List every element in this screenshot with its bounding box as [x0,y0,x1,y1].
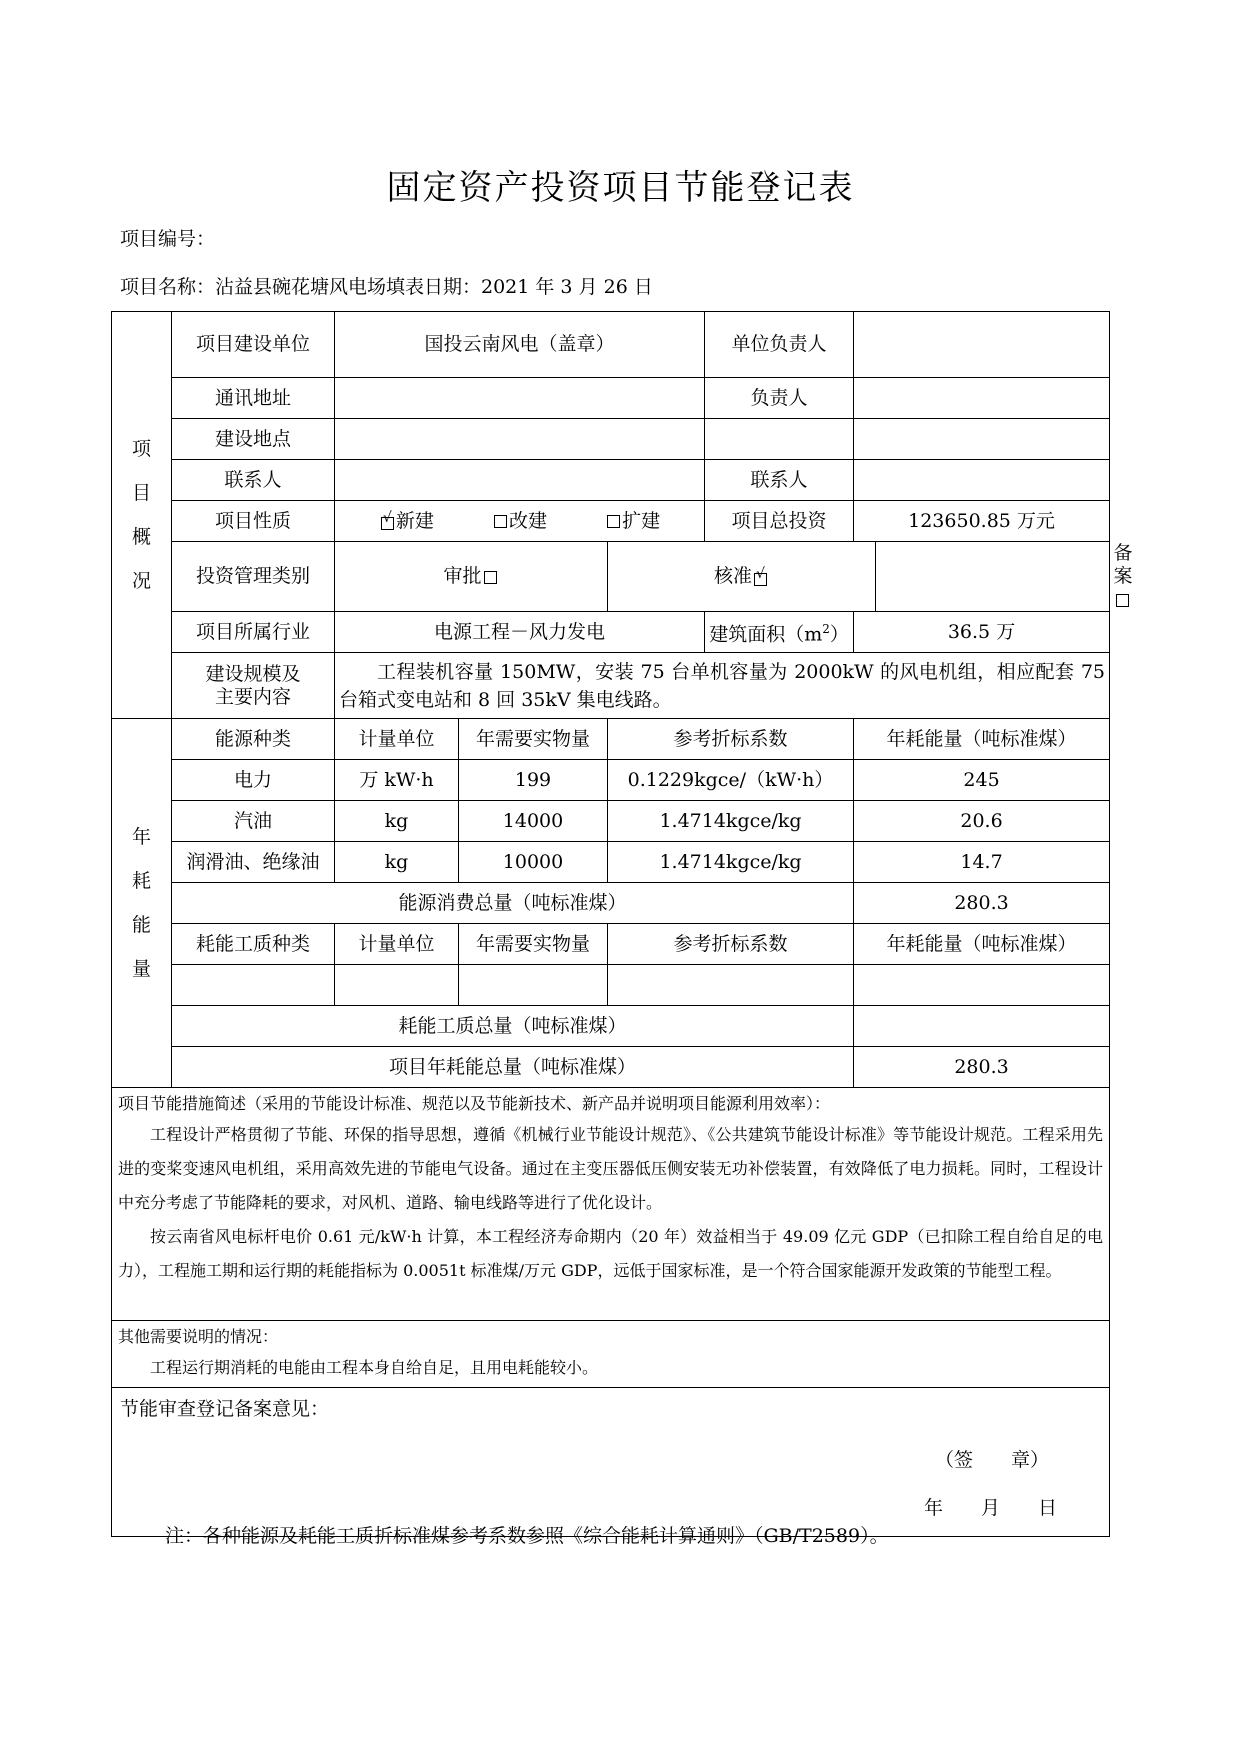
overview-section-label: 项 目 概 况 [112,312,172,719]
checked-box-icon [754,571,767,584]
energy-cell: 汽油 [172,801,335,842]
other-text: 工程运行期消耗的电能由工程本身自给自足，且用电耗能较小。 [150,1358,599,1377]
table-row [112,801,1110,842]
medium-cell [854,965,1110,1006]
medium-cell [608,965,854,1006]
site-extra [705,419,854,460]
medium-header-quantity: 年需要实物量 [459,924,608,965]
energy-cell: 199 [459,760,608,801]
other-section [112,1321,1110,1388]
nature-options [335,501,705,542]
unit-value: 国投云南风电（盖章） [335,312,705,378]
total-invest-value: 123650.85 万元 [854,501,1110,542]
industry-label: 项目所属行业 [172,612,335,653]
contact-value [335,460,705,501]
page-title: 固定资产投资项目节能登记表 [386,168,855,208]
mgmt-option-verify: 核准√ [608,542,876,612]
medium-cell [459,965,608,1006]
nature-option-rebuild: 改建 [509,509,548,532]
annual-total-value: 280.3 [854,1047,1110,1088]
medium-total-label: 耗能工质总量（吨标准煤） [172,1006,854,1047]
review-date: 年 月 日 [924,1497,1058,1519]
medium-header-type: 耗能工质种类 [172,924,335,965]
energy-total-label: 能源消费总量（吨标准煤） [172,883,854,924]
energy-cell: 20.6 [854,801,1110,842]
energy-cell: 14000 [459,801,608,842]
checkbox-icon [484,571,497,584]
scale-label: 建设规模及 主要内容 [172,653,335,719]
nature-label: 项目性质 [172,501,335,542]
energy-cell: 14.7 [854,842,1110,883]
scale-value: 工程装机容量 150MW，安装 75 台单机容量为 2000kW 的风电机组，相应配套 75 台箱式变电站和 8 回 35kV 集电线路。 [335,653,1110,719]
checkbox-icon [494,515,507,528]
project-name-line: 项目名称：沾益县碗花塘风电场填表日期：2021 年 3 月 26 日 [120,276,653,298]
other-heading: 其他需要说明的情况： [118,1327,279,1346]
contact-label: 联系人 [172,460,335,501]
energy-header-unit: 计量单位 [335,719,459,760]
table-row [112,842,1110,883]
measures-section [112,1088,1110,1321]
medium-cell [335,965,459,1006]
energy-section-label: 年 耗 能 量 [112,719,172,1088]
energy-cell: 10000 [459,842,608,883]
nature-option-new: 新建 [395,509,434,532]
unit-label: 项目建设单位 [172,312,335,378]
energy-cell: 万 kW·h [335,760,459,801]
medium-header-coefficient: 参考折标系数 [608,924,854,965]
nature-option-expand: 扩建 [622,509,661,532]
review-sign: （签 章） [935,1449,1050,1471]
energy-cell: 电力 [172,760,335,801]
measures-paragraph-1: 工程设计严格贯彻了节能、环保的指导思想，遵循《机械行业节能设计规范》、《公共建筑节能设计标准》等节能设计规范。工程采用先进的变桨变速风电机组，采用高效先进的节能电气设备。通过在主变压器低压侧安装无功补偿装置，有效降低了电力损耗。同时，工程设计中充分考虑了节能降耗的要求，对风机、道路、输电线路等进行了优化设计。 [118,1125,1104,1212]
energy-cell: 1.4714kgce/kg [608,842,854,883]
energy-cell: 245 [854,760,1110,801]
contact-label-2: 联系人 [705,460,854,501]
energy-cell: 1.4714kgce/kg [608,801,854,842]
contact-value-2 [854,460,1110,501]
unit-head-label: 单位负责人 [705,312,854,378]
industry-value: 电源工程－风力发电 [335,612,705,653]
project-number-label: 项目编号： [120,228,216,250]
energy-header-coefficient: 参考折标系数 [608,719,854,760]
measures-paragraph-2: 按云南省风电标杆电价 0.61 元/kW·h 计算，本工程经济寿命期内（20 年）效益相当于 49.09 亿元 GDP（已扣除工程自给自足的电力），工程施工期和运行期的耗能指标为 0.0051t 标准煤/万元 GDP，远低于国家标准，是一个符合国家能源开发政策的节能型工程。 [118,1227,1104,1280]
site-label: 建设地点 [172,419,335,460]
registration-table: 项 目 概 况 项目建设单位 国投云南风电（盖章） 单位负责人 通讯地址 负责人 建设地点 联系人 联系人 项目性质 √ 新建 改建 扩建 项目总投资 123650.85 万元 投资管理类别 审批 核准√ 备案 项目所属行业 电源工程－风力发电 建筑面积$(m^2)$ 36.5 万 建设规模及 主要内容 工程装机容量 150MW，安装 75 台单机容量为 2000kW 的风电机组，相应配套 75 台箱式变电站和 8 回 35kV 集电线路。 年 耗 能 量 能源种类 计量单位 年需要实物量 参考折标系数 年耗能量（吨标准煤） 电力 万 kW·h 199 0.1229kgce/（kW·h） 245 汽油 kg 14000 1.4714kgce/kg 20.6 润滑油、绝缘油 kg 10000 1.4714kgce/kg 14.7 能源消费总量（吨标准煤） 280.3 耗能工质种类 计量单位 年需要实物量 参考折标系数 年耗能量（吨标准煤） 耗能工质总量（吨标准煤） 项目年耗能总量（吨标准煤） 280.3 项目节能措施简述（采用的节能设计标准、规范以及节能新技术、新产品并说明项目能源利用效率）： 工程设计严格贯彻了节能、环保的指导思想，遵循《机械行业节能设计规范》、《公共建筑节能设计标准》等节能设计规范。工程采用先进的变桨变速风电机组，采用高效先进的节能电气设备。通过在主变压器低压侧安装无功补偿装置，有效降低了电力损耗。同时，工程设计中充分考虑了节能降耗的要求，对风机、道路、输电线路等进行了优化设计。 按云南省风电标杆电价 0.61 元/kW·h 计算，本工程经济寿命期内（20 年）效益相当于 49.09 亿元 GDP（已扣除工程自给自足的电力），工程施工期和运行期的耗能指标为 0.0051t 标准煤/万元 GDP，远低于国家标准，是一个符合国家能源开发政策的节能型工程。 其他需要说明的情况： 工程运行期消耗的电能由工程本身自给自足，且用电耗能较小。 节能审查登记备案意见： （签 章） 年 月 日 [111,311,1110,1537]
table-row [112,965,1110,1006]
energy-cell: kg [335,801,459,842]
address-value [335,378,705,419]
energy-total-value: 280.3 [854,883,1110,924]
site-extra-value [854,419,1110,460]
area-label: 建筑面积$(m^2)$ [705,612,854,653]
annual-total-label: 项目年耗能总量（吨标准煤） [172,1047,854,1088]
review-heading: 节能审查登记备案意见： [120,1398,330,1420]
energy-header-type: 能源种类 [172,719,335,760]
area-value: 36.5 万 [854,612,1110,653]
table-row [112,760,1110,801]
medium-cell [172,965,335,1006]
energy-header-consumption: 年耗能量（吨标准煤） [854,719,1110,760]
unit-head-value [854,312,1110,378]
person-in-charge-value [854,378,1110,419]
address-label: 通讯地址 [172,378,335,419]
total-invest-label: 项目总投资 [705,501,854,542]
measures-heading: 项目节能措施简述（采用的节能设计标准、规范以及节能新技术、新产品并说明项目能源利用效率）： [118,1094,831,1113]
mgmt-label: 投资管理类别 [172,542,335,612]
energy-cell: 0.1229kgce/（kW·h） [608,760,854,801]
mgmt-spacer [876,542,1110,612]
site-value [335,419,705,460]
medium-header-unit: 计量单位 [335,924,459,965]
mgmt-option-approval: 审批 [335,542,608,612]
energy-header-quantity: 年需要实物量 [459,719,608,760]
energy-cell: kg [335,842,459,883]
energy-cell: 润滑油、绝缘油 [172,842,335,883]
checkbox-icon [1116,594,1129,607]
review-section [112,1388,1110,1537]
checkbox-icon [607,515,620,528]
checked-box-icon [381,515,394,528]
medium-total-value [854,1006,1110,1047]
footnote: 注：各种能源及耗能工质折标准煤参考系数参照《综合能耗计算通则》（GB/T2589）。 [165,1525,889,1547]
person-in-charge-label: 负责人 [705,378,854,419]
medium-header-consumption: 年耗能量（吨标准煤） [854,924,1110,965]
